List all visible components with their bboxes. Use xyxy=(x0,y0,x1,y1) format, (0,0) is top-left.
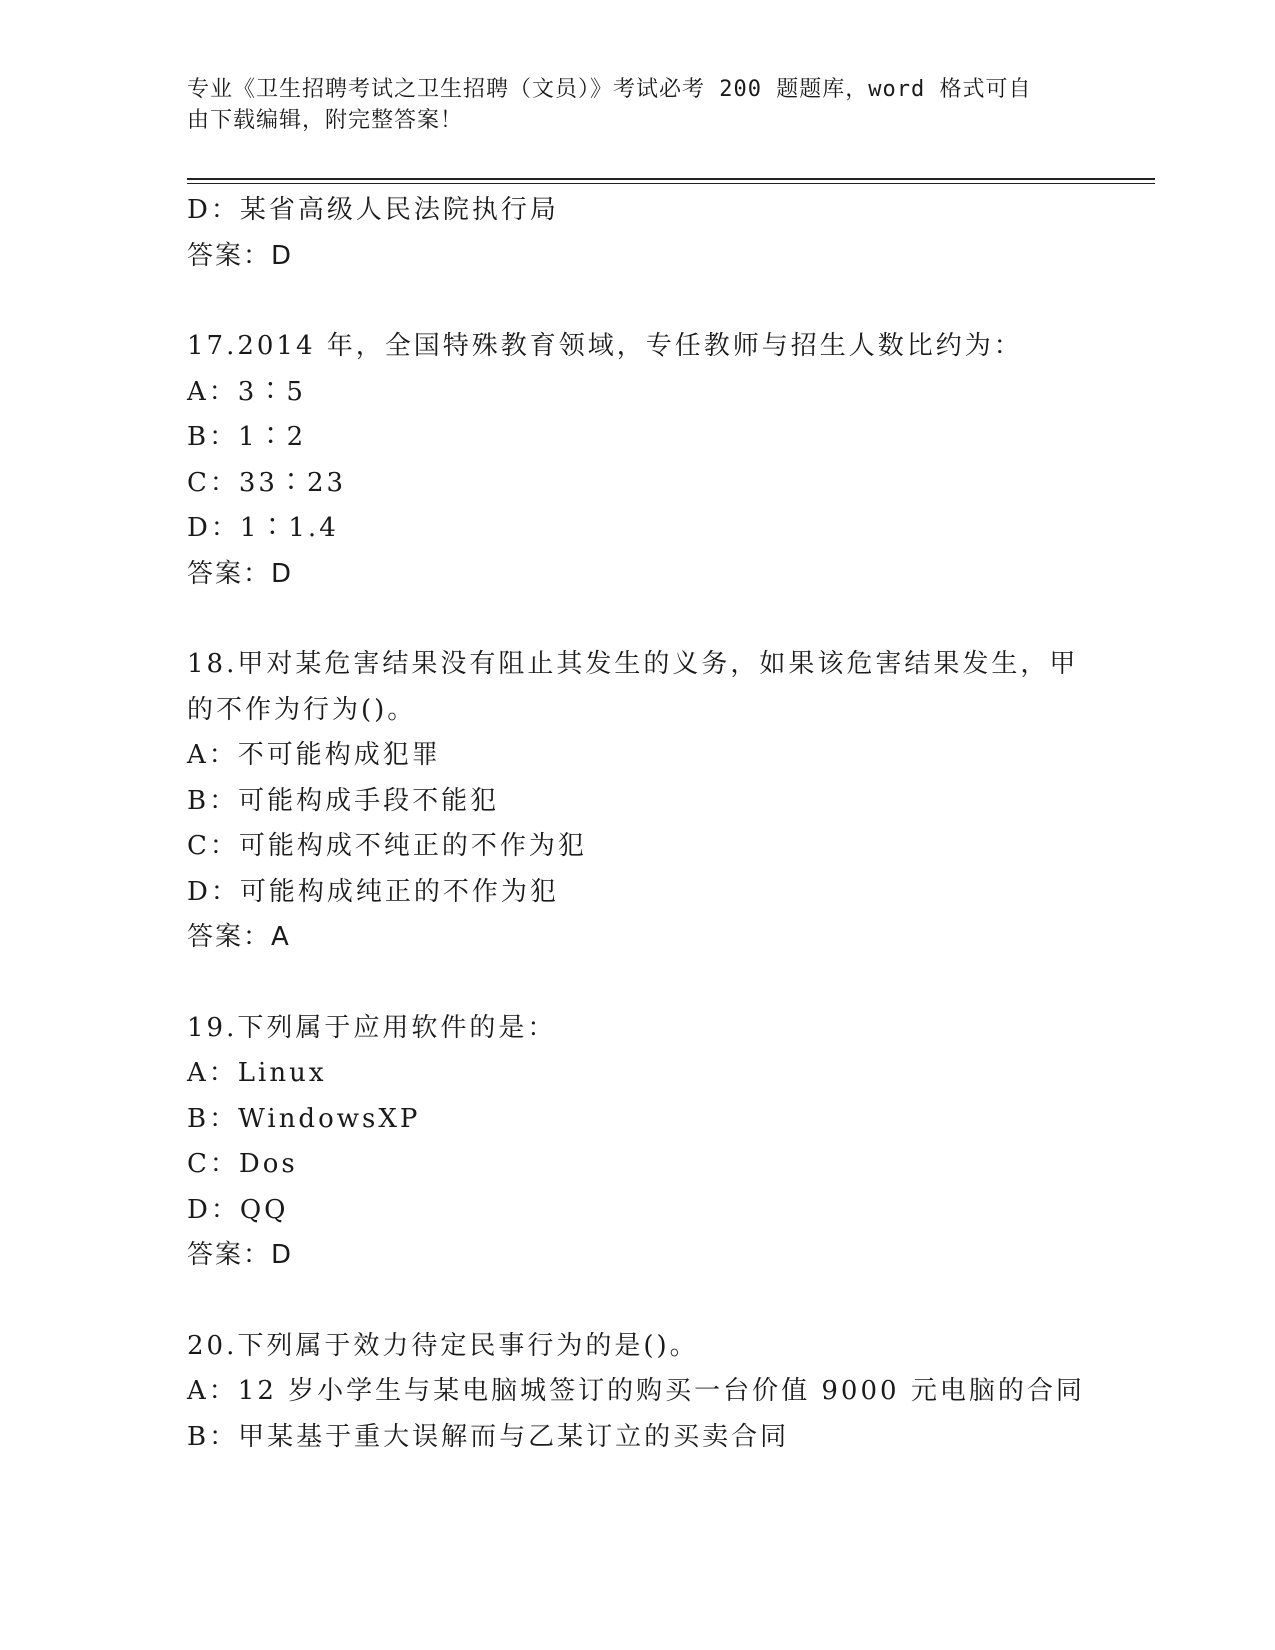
header-rule-thin xyxy=(187,183,1155,184)
option-a: A：不可能构成犯罪 xyxy=(187,740,441,770)
option-d: D：QQ xyxy=(187,1194,289,1225)
option-a: A：3∶5 xyxy=(187,376,306,407)
document-header xyxy=(187,74,1067,136)
option-c: C：可能构成不纯正的不作为犯 xyxy=(187,831,587,861)
option-b: B：甲某基于重大误解而与乙某订立的买卖合同 xyxy=(187,1421,790,1452)
option-d: D：可能构成纯正的不作为犯 xyxy=(187,876,559,907)
question-stem: 20.下列属于效力待定民事行为的是()。 xyxy=(187,1330,699,1361)
question-16 xyxy=(187,188,1147,279)
answer: 答案：D xyxy=(187,240,294,271)
question-stem: 17.2014 年，全国特殊教育领域，专任教师与招生人数比约为： xyxy=(187,331,1023,361)
answer: 答案：D xyxy=(187,1240,294,1270)
option-d: D：1∶1.4 xyxy=(187,513,339,543)
question-stem: 19.下列属于应用软件的是： xyxy=(187,1012,557,1043)
option-a: A：Linux xyxy=(187,1058,327,1088)
answer: 答案：D xyxy=(187,558,294,589)
question-19 xyxy=(187,1006,1147,1279)
header-title-line2: 由下载编辑，附完整答案！ xyxy=(187,108,464,133)
question-17 xyxy=(187,324,1147,597)
option-b: B：可能构成手段不能犯 xyxy=(187,785,500,816)
header-title-line1: 专业《卫生招聘考试之卫生招聘（文员）》考试必考 200 题题库，word 格式可自 xyxy=(187,77,1032,102)
question-20 xyxy=(187,1324,1147,1461)
option-c: C：33∶23 xyxy=(187,467,347,498)
option-a: A：12 岁小学生与某电脑城签订的购买一台价值 9000 元电脑的合同 xyxy=(187,1376,1085,1406)
option-d: D：某省高级人民法院执行局 xyxy=(187,195,559,225)
question-stem-line2: 的不作为行为()。 xyxy=(187,694,417,725)
question-list xyxy=(187,188,1147,1460)
question-18 xyxy=(187,642,1147,961)
option-b: B：WindowsXP xyxy=(187,1103,421,1134)
answer: 答案：A xyxy=(187,922,291,952)
option-c: C：Dos xyxy=(187,1149,298,1179)
question-stem-line1: 18.甲对某危害结果没有阻止其发生的义务，如果该危害结果发生，甲 xyxy=(187,649,1079,679)
option-b: B：1∶2 xyxy=(187,422,307,452)
header-rule-thick xyxy=(187,178,1155,180)
